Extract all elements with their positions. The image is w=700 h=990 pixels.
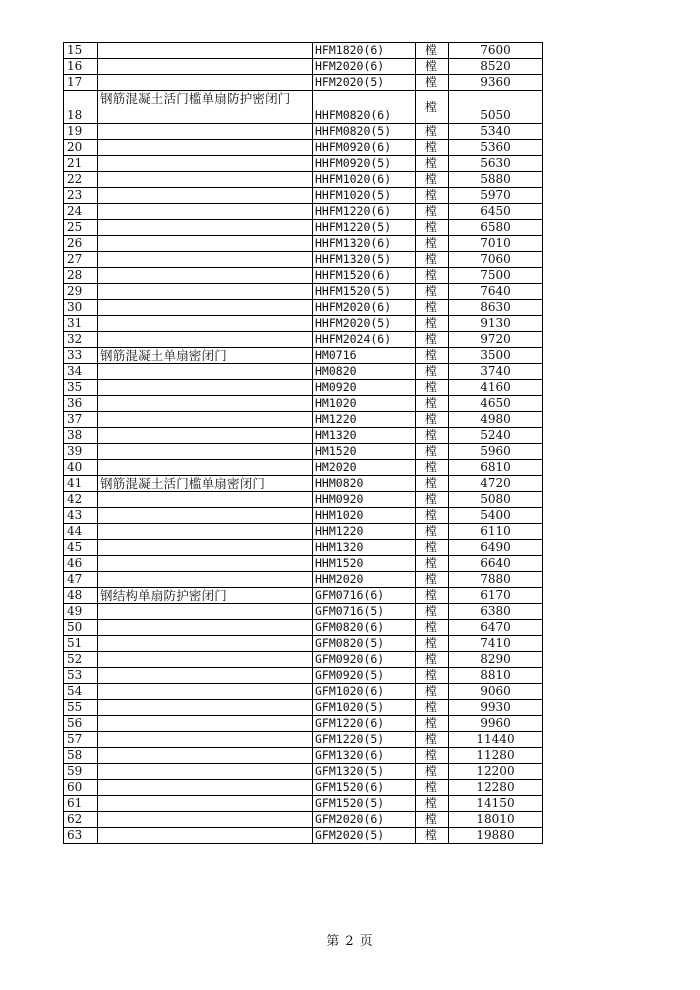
row-number-cell: 23 <box>64 188 98 204</box>
unit-cell: 樘 <box>416 476 449 492</box>
unit-cell: 樘 <box>416 124 449 140</box>
model-code-cell: HFM1820(6) <box>313 43 416 59</box>
row-number-cell: 26 <box>64 236 98 252</box>
price-cell: 4650 <box>449 396 543 412</box>
price-cell: 6110 <box>449 524 543 540</box>
unit-cell: 樘 <box>416 492 449 508</box>
row-number-cell: 53 <box>64 668 98 684</box>
item-name-cell <box>98 252 313 268</box>
item-name-cell <box>98 124 313 140</box>
price-cell: 4980 <box>449 412 543 428</box>
row-number-cell: 19 <box>64 124 98 140</box>
item-name-cell <box>98 572 313 588</box>
price-cell: 19880 <box>449 828 543 844</box>
table-row <box>64 524 543 540</box>
model-code-cell: HM0820 <box>313 364 416 380</box>
price-cell: 9060 <box>449 684 543 700</box>
item-name-cell <box>98 508 313 524</box>
model-code-cell: HFM2020(6) <box>313 59 416 75</box>
table-row <box>64 252 543 268</box>
item-name-cell <box>98 204 313 220</box>
unit-cell: 樘 <box>416 764 449 780</box>
unit-cell: 樘 <box>416 780 449 796</box>
model-code-cell: HHFM1220(6) <box>313 204 416 220</box>
price-cell: 6170 <box>449 588 543 604</box>
table-row <box>64 764 543 780</box>
price-cell: 3740 <box>449 364 543 380</box>
item-name-cell <box>98 140 313 156</box>
table-row <box>64 604 543 620</box>
row-number-cell: 56 <box>64 716 98 732</box>
unit-cell: 樘 <box>416 91 449 124</box>
table-row <box>64 684 543 700</box>
price-cell: 5960 <box>449 444 543 460</box>
table-row <box>64 732 543 748</box>
table-row <box>64 444 543 460</box>
unit-cell: 樘 <box>416 380 449 396</box>
row-number-cell: 29 <box>64 284 98 300</box>
price-cell: 14150 <box>449 796 543 812</box>
row-number-cell: 31 <box>64 316 98 332</box>
item-name-cell <box>98 460 313 476</box>
unit-cell: 樘 <box>416 748 449 764</box>
table-row <box>64 300 543 316</box>
model-code-cell: GFM1520(5) <box>313 796 416 812</box>
unit-cell: 樘 <box>416 444 449 460</box>
model-code-cell: GFM1020(5) <box>313 700 416 716</box>
model-code-cell: HHM1220 <box>313 524 416 540</box>
row-number-cell: 49 <box>64 604 98 620</box>
item-name-cell: 钢筋混凝土活门槛单扇防护密闭门 <box>98 91 313 124</box>
row-number-cell: 34 <box>64 364 98 380</box>
model-code-cell: GFM0820(5) <box>313 636 416 652</box>
item-name-cell <box>98 604 313 620</box>
model-code-cell: HM1020 <box>313 396 416 412</box>
item-name-cell <box>98 156 313 172</box>
row-number-cell: 50 <box>64 620 98 636</box>
model-code-cell: GFM1020(6) <box>313 684 416 700</box>
item-name-cell <box>98 732 313 748</box>
item-name-cell <box>98 43 313 59</box>
item-name-cell <box>98 684 313 700</box>
row-number-cell: 40 <box>64 460 98 476</box>
model-code-cell: HFM2020(5) <box>313 75 416 91</box>
unit-cell: 樘 <box>416 268 449 284</box>
unit-cell: 樘 <box>416 252 449 268</box>
row-number-cell: 46 <box>64 556 98 572</box>
price-cell: 5080 <box>449 492 543 508</box>
unit-cell: 樘 <box>416 204 449 220</box>
row-number-cell: 45 <box>64 540 98 556</box>
row-number-cell: 43 <box>64 508 98 524</box>
row-number-cell: 51 <box>64 636 98 652</box>
model-code-cell: HHFM1220(5) <box>313 220 416 236</box>
model-code-cell: HHFM1520(5) <box>313 284 416 300</box>
item-name-cell <box>98 188 313 204</box>
price-cell: 8520 <box>449 59 543 75</box>
unit-cell: 樘 <box>416 604 449 620</box>
price-cell: 9960 <box>449 716 543 732</box>
price-cell: 5050 <box>449 91 543 124</box>
item-name-cell <box>98 236 313 252</box>
price-table-sheet <box>63 42 542 844</box>
item-name-cell <box>98 412 313 428</box>
price-cell: 3500 <box>449 348 543 364</box>
item-name-cell <box>98 556 313 572</box>
model-code-cell: HHFM1020(5) <box>313 188 416 204</box>
unit-cell: 樘 <box>416 428 449 444</box>
price-cell: 11440 <box>449 732 543 748</box>
item-name-cell <box>98 764 313 780</box>
table-row <box>64 700 543 716</box>
row-number-cell: 21 <box>64 156 98 172</box>
item-name-cell <box>98 780 313 796</box>
table-row <box>64 268 543 284</box>
row-number-cell: 61 <box>64 796 98 812</box>
row-number-cell: 47 <box>64 572 98 588</box>
item-name-cell <box>98 492 313 508</box>
table-row <box>64 492 543 508</box>
unit-cell: 樘 <box>416 412 449 428</box>
price-cell: 6450 <box>449 204 543 220</box>
table-row <box>64 412 543 428</box>
price-cell: 7060 <box>449 252 543 268</box>
model-code-cell: GFM1220(6) <box>313 716 416 732</box>
table-row <box>64 140 543 156</box>
model-code-cell: HHFM1320(6) <box>313 236 416 252</box>
row-number-cell: 62 <box>64 812 98 828</box>
row-number-cell: 57 <box>64 732 98 748</box>
unit-cell: 樘 <box>416 43 449 59</box>
table-row <box>64 75 543 91</box>
unit-cell: 樘 <box>416 524 449 540</box>
price-cell: 7010 <box>449 236 543 252</box>
price-cell: 7600 <box>449 43 543 59</box>
row-number-cell: 41 <box>64 476 98 492</box>
price-cell: 9720 <box>449 332 543 348</box>
model-code-cell: HHFM0920(6) <box>313 140 416 156</box>
item-name-cell <box>98 220 313 236</box>
model-code-cell: HHFM1320(5) <box>313 252 416 268</box>
unit-cell: 樘 <box>416 796 449 812</box>
table-row <box>64 156 543 172</box>
table-row <box>64 476 543 492</box>
model-code-cell: HHM2020 <box>313 572 416 588</box>
item-name-cell <box>98 748 313 764</box>
model-code-cell: GFM1520(6) <box>313 780 416 796</box>
item-name-cell <box>98 316 313 332</box>
model-code-cell: HHFM2020(5) <box>313 316 416 332</box>
model-code-cell: GFM0820(6) <box>313 620 416 636</box>
model-code-cell: HM1520 <box>313 444 416 460</box>
row-number-cell: 42 <box>64 492 98 508</box>
unit-cell: 樘 <box>416 59 449 75</box>
row-number-cell: 38 <box>64 428 98 444</box>
table-row <box>64 812 543 828</box>
table-row <box>64 348 543 364</box>
item-name-cell <box>98 75 313 91</box>
table-row <box>64 572 543 588</box>
row-number-cell: 54 <box>64 684 98 700</box>
item-name-cell <box>98 668 313 684</box>
price-cell: 5340 <box>449 124 543 140</box>
table-row <box>64 588 543 604</box>
price-cell: 11280 <box>449 748 543 764</box>
unit-cell: 樘 <box>416 684 449 700</box>
unit-cell: 樘 <box>416 300 449 316</box>
model-code-cell: HHFM2024(6) <box>313 332 416 348</box>
row-number-cell: 35 <box>64 380 98 396</box>
row-number-cell: 59 <box>64 764 98 780</box>
item-name-cell <box>98 284 313 300</box>
model-code-cell: HHM1020 <box>313 508 416 524</box>
model-code-cell: GFM0716(6) <box>313 588 416 604</box>
item-name-cell: 钢筋混凝土活门槛单扇密闭门 <box>98 476 313 492</box>
table-row <box>64 828 543 844</box>
table-row <box>64 188 543 204</box>
price-cell: 9360 <box>449 75 543 91</box>
price-cell: 6810 <box>449 460 543 476</box>
price-cell: 4720 <box>449 476 543 492</box>
model-code-cell: HHFM1020(6) <box>313 172 416 188</box>
item-name-cell <box>98 812 313 828</box>
unit-cell: 樘 <box>416 156 449 172</box>
model-code-cell: HHFM0820(6) <box>313 91 416 124</box>
price-table <box>63 42 543 844</box>
unit-cell: 樘 <box>416 172 449 188</box>
price-cell: 5240 <box>449 428 543 444</box>
row-number-cell: 20 <box>64 140 98 156</box>
row-number-cell: 25 <box>64 220 98 236</box>
price-cell: 9130 <box>449 316 543 332</box>
unit-cell: 樘 <box>416 188 449 204</box>
unit-cell: 樘 <box>416 620 449 636</box>
model-code-cell: HM1320 <box>313 428 416 444</box>
model-code-cell: GFM0920(5) <box>313 668 416 684</box>
unit-cell: 樘 <box>416 732 449 748</box>
model-code-cell: HM2020 <box>313 460 416 476</box>
model-code-cell: HHFM2020(6) <box>313 300 416 316</box>
model-code-cell: GFM1320(6) <box>313 748 416 764</box>
model-code-cell: GFM1320(5) <box>313 764 416 780</box>
item-name-cell <box>98 652 313 668</box>
row-number-cell: 33 <box>64 348 98 364</box>
unit-cell: 樘 <box>416 348 449 364</box>
table-row <box>64 780 543 796</box>
price-cell: 6490 <box>449 540 543 556</box>
row-number-cell: 28 <box>64 268 98 284</box>
table-row <box>64 636 543 652</box>
row-number-cell: 52 <box>64 652 98 668</box>
unit-cell: 樘 <box>416 220 449 236</box>
item-name-cell <box>98 172 313 188</box>
unit-cell: 樘 <box>416 700 449 716</box>
item-name-cell <box>98 428 313 444</box>
item-name-cell <box>98 396 313 412</box>
unit-cell: 樘 <box>416 636 449 652</box>
table-row <box>64 43 543 59</box>
model-code-cell: HM0920 <box>313 380 416 396</box>
table-row <box>64 204 543 220</box>
unit-cell: 樘 <box>416 140 449 156</box>
unit-cell: 樘 <box>416 460 449 476</box>
price-cell: 7500 <box>449 268 543 284</box>
price-cell: 8290 <box>449 652 543 668</box>
unit-cell: 樘 <box>416 812 449 828</box>
price-cell: 12200 <box>449 764 543 780</box>
table-row <box>64 652 543 668</box>
model-code-cell: HHFM0920(5) <box>313 156 416 172</box>
row-number-cell: 48 <box>64 588 98 604</box>
table-row <box>64 364 543 380</box>
row-number-cell: 36 <box>64 396 98 412</box>
table-row <box>64 284 543 300</box>
price-cell: 7640 <box>449 284 543 300</box>
unit-cell: 樘 <box>416 668 449 684</box>
row-number-cell: 16 <box>64 59 98 75</box>
row-number-cell: 44 <box>64 524 98 540</box>
price-cell: 5630 <box>449 156 543 172</box>
unit-cell: 樘 <box>416 540 449 556</box>
item-name-cell <box>98 59 313 75</box>
table-row <box>64 668 543 684</box>
unit-cell: 樘 <box>416 364 449 380</box>
model-code-cell: HM0716 <box>313 348 416 364</box>
price-cell: 8630 <box>449 300 543 316</box>
row-number-cell: 15 <box>64 43 98 59</box>
item-name-cell <box>98 380 313 396</box>
unit-cell: 樘 <box>416 716 449 732</box>
table-row <box>64 460 543 476</box>
table-row <box>64 508 543 524</box>
item-name-cell <box>98 700 313 716</box>
item-name-cell <box>98 332 313 348</box>
table-row <box>64 748 543 764</box>
price-cell: 5360 <box>449 140 543 156</box>
table-row <box>64 620 543 636</box>
item-name-cell <box>98 444 313 460</box>
item-name-cell: 钢结构单扇防护密闭门 <box>98 588 313 604</box>
row-number-cell: 63 <box>64 828 98 844</box>
model-code-cell: GFM2020(6) <box>313 812 416 828</box>
table-row <box>64 59 543 75</box>
model-code-cell: HHM1320 <box>313 540 416 556</box>
price-cell: 6470 <box>449 620 543 636</box>
item-name-cell: 钢筋混凝土单扇密闭门 <box>98 348 313 364</box>
table-row <box>64 396 543 412</box>
unit-cell: 樘 <box>416 396 449 412</box>
price-cell: 7880 <box>449 572 543 588</box>
table-row <box>64 380 543 396</box>
table-row <box>64 556 543 572</box>
unit-cell: 樘 <box>416 236 449 252</box>
model-code-cell: HM1220 <box>313 412 416 428</box>
table-row <box>64 172 543 188</box>
item-name-cell <box>98 268 313 284</box>
unit-cell: 樘 <box>416 652 449 668</box>
table-row <box>64 796 543 812</box>
price-cell: 9930 <box>449 700 543 716</box>
model-code-cell: HHFM1520(6) <box>313 268 416 284</box>
price-cell: 8810 <box>449 668 543 684</box>
row-number-cell: 30 <box>64 300 98 316</box>
unit-cell: 樘 <box>416 556 449 572</box>
table-row <box>64 716 543 732</box>
price-cell: 5880 <box>449 172 543 188</box>
table-row <box>64 428 543 444</box>
unit-cell: 樘 <box>416 572 449 588</box>
table-body <box>64 43 543 844</box>
price-cell: 5970 <box>449 188 543 204</box>
table-row <box>64 332 543 348</box>
table-row <box>64 316 543 332</box>
row-number-cell: 24 <box>64 204 98 220</box>
unit-cell: 樘 <box>416 828 449 844</box>
row-number-cell: 22 <box>64 172 98 188</box>
row-number-cell: 18 <box>64 91 98 124</box>
item-name-cell <box>98 620 313 636</box>
price-cell: 6640 <box>449 556 543 572</box>
unit-cell: 樘 <box>416 316 449 332</box>
item-name-cell <box>98 716 313 732</box>
unit-cell: 樘 <box>416 508 449 524</box>
table-row <box>64 236 543 252</box>
price-cell: 6380 <box>449 604 543 620</box>
model-code-cell: GFM1220(5) <box>313 732 416 748</box>
item-name-cell <box>98 300 313 316</box>
unit-cell: 樘 <box>416 75 449 91</box>
table-row <box>64 91 543 124</box>
row-number-cell: 60 <box>64 780 98 796</box>
item-name-cell <box>98 524 313 540</box>
model-code-cell: HHFM0820(5) <box>313 124 416 140</box>
price-cell: 12280 <box>449 780 543 796</box>
unit-cell: 樘 <box>416 332 449 348</box>
item-name-cell <box>98 828 313 844</box>
unit-cell: 樘 <box>416 588 449 604</box>
item-name-cell <box>98 796 313 812</box>
item-name-cell <box>98 540 313 556</box>
model-code-cell: HHM0920 <box>313 492 416 508</box>
table-row <box>64 124 543 140</box>
model-code-cell: GFM0716(5) <box>313 604 416 620</box>
table-row <box>64 540 543 556</box>
price-cell: 18010 <box>449 812 543 828</box>
item-name-cell <box>98 636 313 652</box>
row-number-cell: 37 <box>64 412 98 428</box>
price-cell: 4160 <box>449 380 543 396</box>
row-number-cell: 55 <box>64 700 98 716</box>
row-number-cell: 17 <box>64 75 98 91</box>
table-row <box>64 220 543 236</box>
model-code-cell: GFM0920(6) <box>313 652 416 668</box>
row-number-cell: 58 <box>64 748 98 764</box>
item-name-cell <box>98 364 313 380</box>
model-code-cell: HHM0820 <box>313 476 416 492</box>
row-number-cell: 39 <box>64 444 98 460</box>
model-code-cell: HHM1520 <box>313 556 416 572</box>
unit-cell: 樘 <box>416 284 449 300</box>
price-cell: 5400 <box>449 508 543 524</box>
price-cell: 7410 <box>449 636 543 652</box>
row-number-cell: 32 <box>64 332 98 348</box>
row-number-cell: 27 <box>64 252 98 268</box>
price-cell: 6580 <box>449 220 543 236</box>
model-code-cell: GFM2020(5) <box>313 828 416 844</box>
page-number: 第 2 页 <box>326 934 374 949</box>
